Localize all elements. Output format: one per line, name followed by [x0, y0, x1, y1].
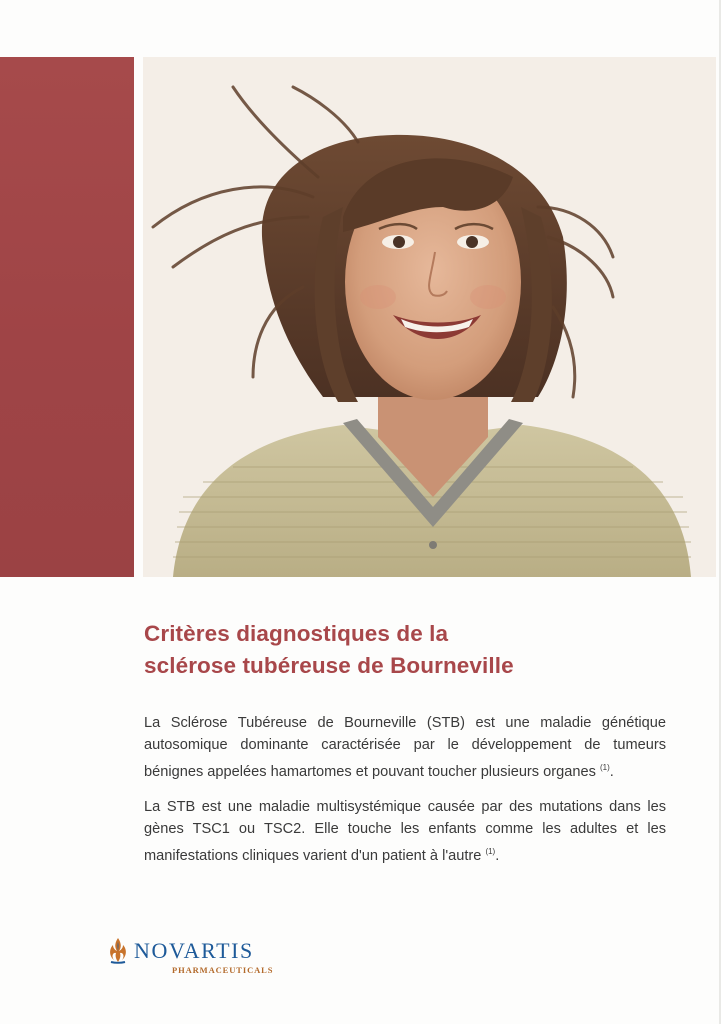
photo-illustration [143, 57, 716, 577]
paragraph-text: La STB est une maladie multisystémique causée par des mutations dans les gènes TSC1 ou TSC2. Elle touche les enfants comme les adultes et les manifestations cliniques varient d'un patient à l'autre [144, 799, 666, 864]
reference-marker: (1) [485, 846, 496, 856]
novartis-logo [106, 934, 276, 980]
brand-subtitle: PHARMACEUTICALS [172, 965, 274, 975]
title-line-1: Critères diagnostiques de la [144, 621, 449, 646]
reference-marker: (1) [599, 762, 610, 772]
novartis-flame-icon [106, 936, 130, 964]
title-line-2: sclérose tubéreuse de Bourneville [144, 653, 514, 678]
cover-photo-girl [143, 57, 716, 577]
intro-paragraph-2 [144, 796, 666, 867]
page-title [144, 618, 664, 682]
paragraph-text: La Sclérose Tubéreuse de Bourneville (STB) est une maladie génétique autosomique dominante caractérisée par le développement de tumeurs bénignes appelées hamartomes et pouvant toucher plusieurs organes [144, 715, 666, 780]
paragraph-end: . [609, 763, 614, 780]
intro-text [144, 712, 666, 880]
paragraph-end: . [495, 847, 500, 864]
red-side-band [0, 57, 134, 577]
brand-name: NOVARTIS [134, 938, 254, 963]
intro-paragraph-1 [144, 712, 666, 783]
